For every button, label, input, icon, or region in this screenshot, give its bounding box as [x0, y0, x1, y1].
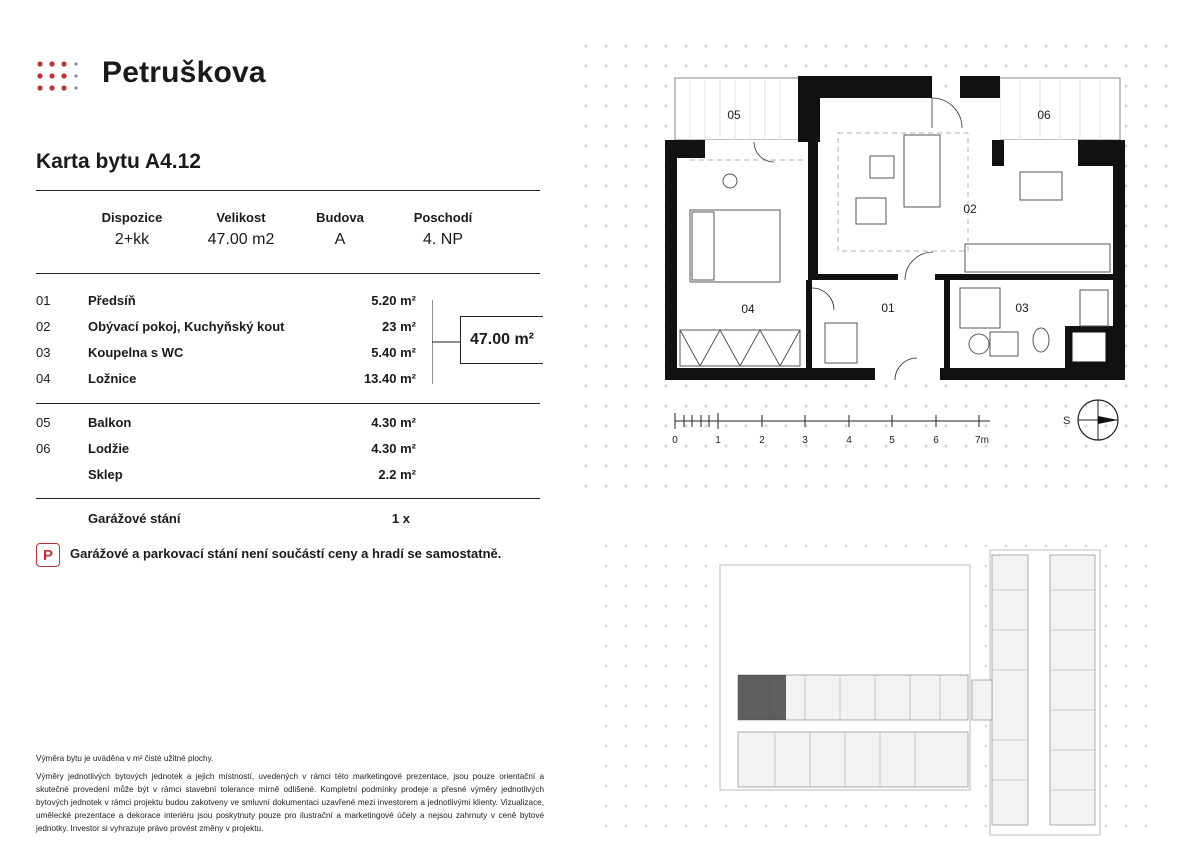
- extra-area: 4.30 m²: [371, 441, 416, 456]
- garage-row: [36, 511, 426, 533]
- room-number: 01: [36, 293, 51, 308]
- extra-row: [36, 415, 426, 437]
- room-name: Ložnice: [88, 371, 137, 386]
- summary-velikost: [186, 210, 296, 249]
- room-row: [36, 371, 426, 393]
- room-number: 04: [36, 371, 51, 386]
- room-name: Předsíň: [88, 293, 136, 308]
- total-bracket: [432, 300, 460, 384]
- summary-value: 4. NP: [422, 231, 463, 248]
- summary-label: Poschodí: [413, 210, 473, 225]
- summary-label: Velikost: [216, 210, 266, 225]
- parking-icon: P: [36, 543, 60, 567]
- scale-tick-label: 5: [889, 435, 895, 446]
- compass-icon: [1078, 400, 1118, 440]
- divider: [36, 190, 540, 191]
- room-area: 5.20 m²: [371, 293, 416, 308]
- garage-label: Garážové stání: [88, 511, 181, 526]
- total-area: 47.00 m²: [460, 316, 543, 364]
- divider: [36, 498, 540, 499]
- divider: [36, 273, 540, 274]
- extra-name: Lodžie: [88, 441, 130, 456]
- room-label-05: 05: [727, 108, 741, 122]
- scale-tick-label: 3: [802, 435, 808, 446]
- scale-tick-label: 0: [672, 435, 678, 446]
- divider: [36, 403, 540, 404]
- extra-number: 06: [36, 441, 51, 456]
- room-number: 02: [36, 319, 51, 334]
- room-area: 23 m²: [382, 319, 416, 334]
- parking-note: [36, 543, 546, 569]
- scale-bar: [675, 413, 990, 429]
- summary-value: 47.00 m2: [207, 231, 275, 248]
- logo-dots-icon: [36, 60, 78, 96]
- footnote-area: Výměra bytu je uváděna v m² čisté užitné plochy.: [36, 754, 214, 763]
- room-label-03: 03: [1015, 301, 1029, 315]
- compass-label: S: [1063, 415, 1071, 427]
- room-area: 13.40 m²: [363, 371, 416, 386]
- extra-name: Sklep: [88, 467, 123, 482]
- footnote-disclaimer: Výměry jednotlivých bytových jednotek a jejich místností, uvedených v rámci této marketingové prezentace, jsou pouze orientační a skutečné provedení může být v rámci stavební tolerance mírně odlišené. Kompletní podmínky prodeje a přesné výměry jednotlivých bytových jednotek v rámci projektu budou zakotveny ve smluvní dokumentaci uzavřené mezi investorem a jednotlivými klienty. Vizualizace, umělecké prezentace a dekorace interiéru jsou poskytnuty pouze pro ilustrační a marketingové účely a nejsou zahrnuty v ceně bytové jednotky. Investor si vyhrazuje právo provést změny v projektu.: [36, 772, 544, 833]
- summary-dispozice: [77, 210, 187, 249]
- brand-name: Petruškova: [102, 56, 266, 89]
- room-row: [36, 293, 426, 315]
- room-label-02: 02: [963, 202, 977, 216]
- summary-budova: [285, 210, 395, 249]
- parking-note-text: Garážové a parkovací stání není součástí ceny a hradí se samostatně.: [70, 546, 502, 561]
- highlighted-unit: [738, 675, 786, 720]
- extra-area: 4.30 m²: [371, 415, 416, 430]
- extra-row: [36, 467, 426, 489]
- extra-name: Balkon: [88, 415, 132, 430]
- scale-tick-label: 1: [715, 435, 721, 446]
- room-label-06: 06: [1037, 108, 1051, 122]
- room-name: Koupelna s WC: [88, 345, 184, 360]
- garage-value: 1 x: [391, 511, 410, 526]
- room-name: Obývací pokoj, Kuchyňský kout: [88, 319, 285, 334]
- floor-plan: [580, 40, 1180, 500]
- scale-tick-label: 7m: [975, 435, 989, 446]
- room-label-01: 01: [881, 301, 895, 315]
- room-number: 03: [36, 345, 51, 360]
- summary-poschodi: [388, 210, 498, 249]
- scale-tick-label: 6: [933, 435, 939, 446]
- summary-label: Dispozice: [101, 210, 163, 225]
- room-row: [36, 345, 426, 367]
- scale-tick-label: 4: [846, 435, 852, 446]
- extra-area: 2.2 m²: [378, 467, 416, 482]
- extra-row: [36, 441, 426, 463]
- room-label-04: 04: [741, 302, 755, 316]
- scale-tick-label: 2: [759, 435, 765, 446]
- summary-value: A: [334, 231, 346, 248]
- site-plan: [600, 540, 1160, 840]
- room-area: 5.40 m²: [371, 345, 416, 360]
- extra-number: 05: [36, 415, 51, 430]
- summary-value: 2+kk: [114, 231, 150, 248]
- page-title: Karta bytu A4.12: [36, 150, 201, 173]
- room-row: [36, 319, 426, 341]
- summary-label: Budova: [316, 210, 364, 225]
